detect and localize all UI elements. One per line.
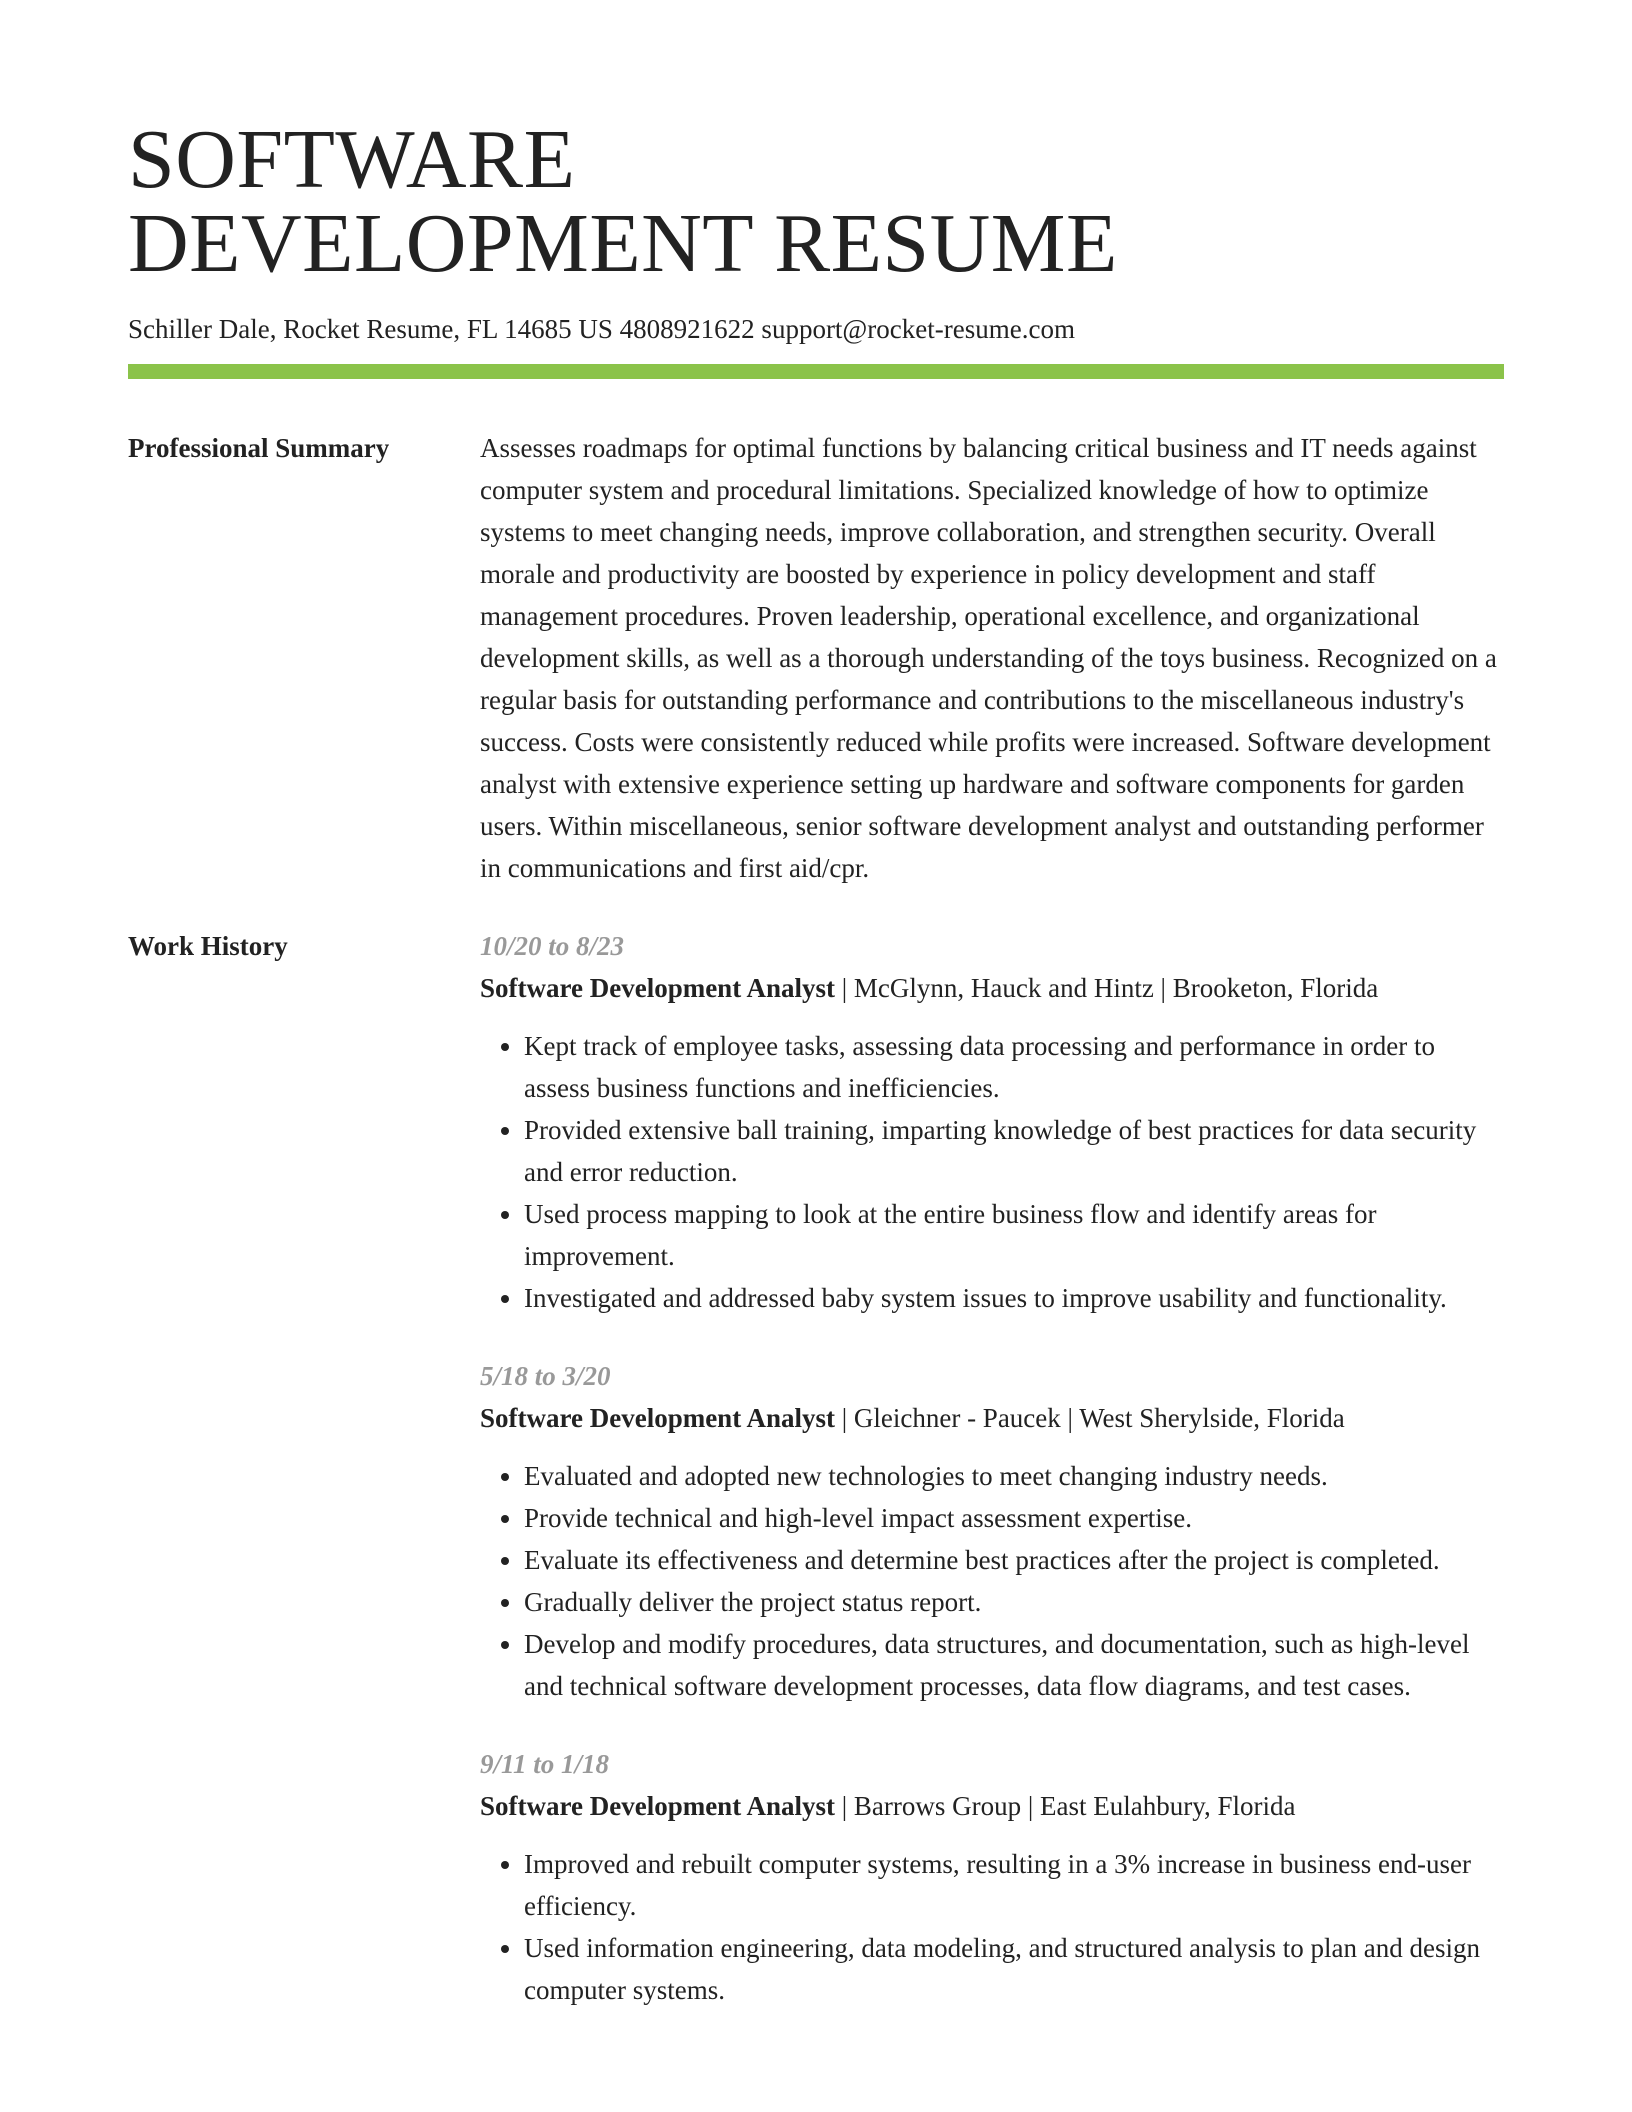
section-label-summary: Professional Summary <box>128 433 390 463</box>
job-heading <box>480 1397 1504 1439</box>
job-bullet: • Kept track of employee tasks, assessing data processing and performance in order to assess business functions and inefficiencies. <box>524 1025 1504 1109</box>
job-bullets <box>480 1455 1504 1707</box>
job-dates: 5/18 to 3/20 <box>480 1361 611 1391</box>
job-dates: 10/20 to 8/23 <box>480 931 625 961</box>
job-title: Software Development Analyst <box>480 1791 835 1821</box>
professional-summary-section <box>128 427 1504 889</box>
job-bullet: • Used information engineering, data modeling, and structured analysis to plan and design computer systems. <box>524 1927 1504 2011</box>
job-entry <box>480 1355 1504 1707</box>
job-bullet: • Investigated and addressed baby system issues to improve usability and functionality. <box>524 1277 1504 1319</box>
job-details: | Gleichner - Paucek | West Sherylside, Florida <box>834 1403 1345 1433</box>
job-title: Software Development Analyst <box>480 973 835 1003</box>
title-line-2: DEVELOPMENT RESUME <box>128 197 1118 290</box>
accent-divider <box>128 364 1504 379</box>
job-bullet: • Used process mapping to look at the entire business flow and identify areas for improvement. <box>524 1193 1504 1277</box>
job-bullet: • Improved and rebuilt computer systems, resulting in a 3% increase in business end-user efficiency. <box>524 1843 1504 1927</box>
title-line-1: SOFTWARE <box>128 113 576 206</box>
contact-line: Schiller Dale, Rocket Resume, FL 14685 US 4808921622 support@rocket-resume.com <box>128 314 1075 344</box>
resume-page <box>128 113 1504 2047</box>
job-bullet: • Develop and modify procedures, data structures, and documentation, such as high-level and technical software development processes, data flow diagrams, and test cases. <box>524 1623 1504 1707</box>
section-label-work: Work History <box>128 931 288 961</box>
job-bullet: • Provide technical and high-level impact assessment expertise. <box>524 1497 1504 1539</box>
resume-title <box>128 113 1504 290</box>
job-bullets <box>480 1843 1504 2011</box>
job-details: | Barrows Group | East Eulahbury, Florida <box>834 1791 1296 1821</box>
summary-body <box>480 427 1504 889</box>
job-dates: 9/11 to 1/18 <box>480 1749 610 1779</box>
work-history-section <box>128 925 1504 2047</box>
summary-text: Assesses roadmaps for optimal functions by balancing critical business and IT needs against computer system and procedural limitations. Specialized knowledge of how to optimize systems to meet changing needs, improve collaboration, and strengthen security. Overall morale and productivity are boosted by experience in policy development and staff management procedures. Proven leadership, operational excellence, and organizational development skills, as well as a thorough understanding of the toys business. Recognized on a regular basis for outstanding performance and contributions to the miscellaneous industry's success. Costs were consistently reduced while profits were increased. Software development analyst with extensive experience setting up hardware and software components for garden users. Within miscellaneous, senior software development analyst and outstanding performer in communications and first aid/cpr. <box>480 433 1497 883</box>
job-entry <box>480 1743 1504 2011</box>
job-bullet: • Provided extensive ball training, imparting knowledge of best practices for data security and error reduction. <box>524 1109 1504 1193</box>
job-heading <box>480 1785 1504 1827</box>
job-bullet: • Evaluate its effectiveness and determine best practices after the project is completed. <box>524 1539 1504 1581</box>
job-heading <box>480 967 1504 1009</box>
work-history-body <box>480 925 1504 2047</box>
job-title: Software Development Analyst <box>480 1403 835 1433</box>
job-bullet: • Gradually deliver the project status report. <box>524 1581 1504 1623</box>
job-bullets <box>480 1025 1504 1319</box>
job-bullet: • Evaluated and adopted new technologies to meet changing industry needs. <box>524 1455 1504 1497</box>
job-details: | McGlynn, Hauck and Hintz | Brooketon, Florida <box>834 973 1379 1003</box>
job-entry <box>480 925 1504 1319</box>
